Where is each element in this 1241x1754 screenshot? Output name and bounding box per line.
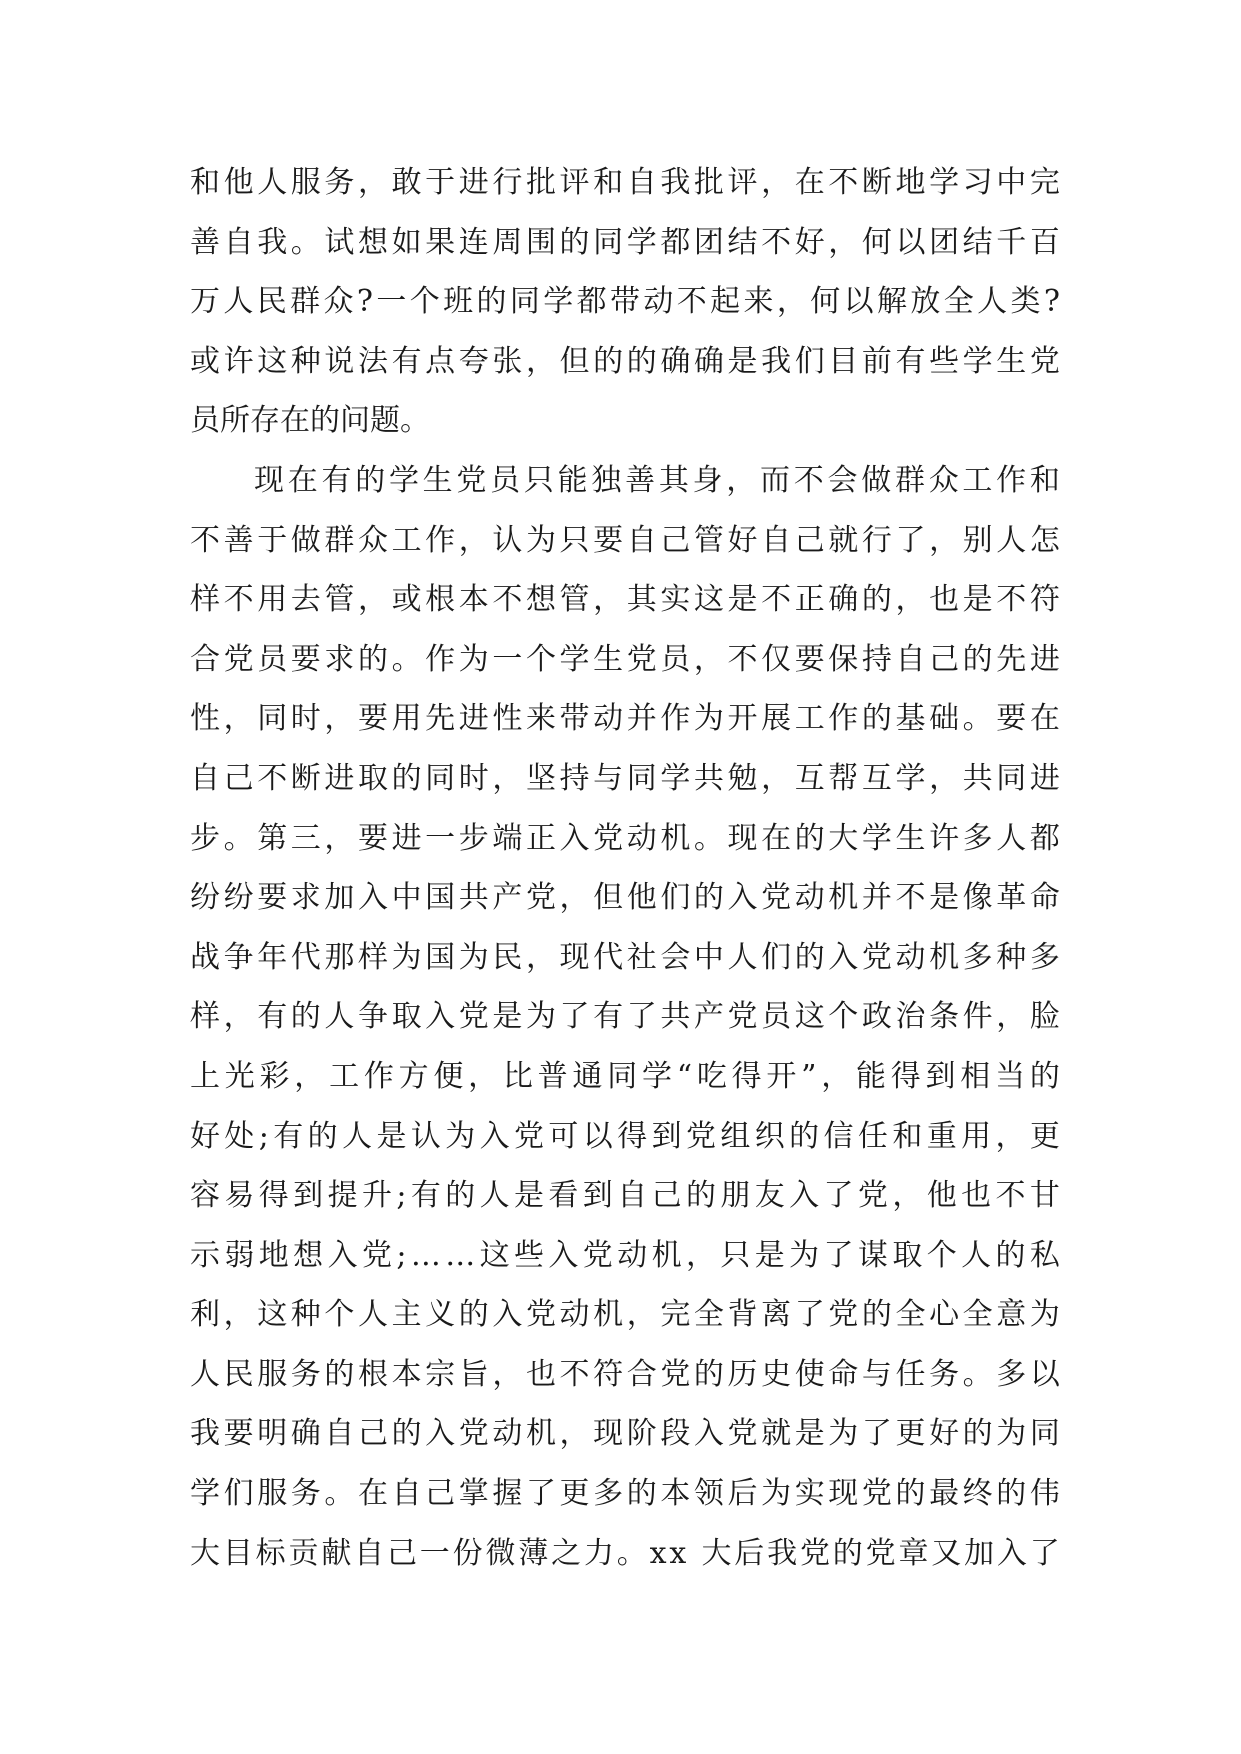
text-line: 纷 纷 要 求 加 入 中 国 共 产 党 ， 但 他 们 的 入 党 动 机 并 不 是 像 革 命 <box>190 880 1060 916</box>
text-line: 或 许 这 种 说 法 有 点 夸 张 ， 但 的 的 确 确 是 我 们 目 前 有 些 学 生 党 <box>190 343 1060 379</box>
text-line: 样 不 用 去 管 ， 或 根 本 不 想 管 ， 其 实 这 是 不 正 确 的 ， 也 是 不 符 <box>190 582 1060 618</box>
body-text <box>190 153 1060 1583</box>
text-line: 员所存在的问题。 <box>190 403 430 439</box>
text-line: 合 党 员 要 求 的 。 作 为 一 个 学 生 党 员 ， 不 仅 要 保 持 自 己 的 先 进 <box>190 641 1060 677</box>
text-line: 好 处 ; 有 的 人 是 认 为 入 党 可 以 得 到 党 组 织 的 信 任 和 重 用 ， 更 <box>190 1118 1060 1154</box>
text-line: 示 弱 地 想 入 党 ; … … 这 些 入 党 动 机 ， 只 是 为 了 谋 取 个 人 的 私 <box>190 1237 1060 1273</box>
text-line: 人 民 服 务 的 根 本 宗 旨 ， 也 不 符 合 党 的 历 史 使 命 与 任 务 。 多 以 <box>190 1356 1060 1392</box>
text-line: 性 ， 同 时 ， 要 用 先 进 性 来 带 动 并 作 为 开 展 工 作 的 基 础 。 要 在 <box>190 701 1060 737</box>
text-line: 和 他 人 服 务 ， 敢 于 进 行 批 评 和 自 我 批 评 ， 在 不 断 地 学 习 中 完 <box>190 165 1060 200</box>
text-line: 样 ， 有 的 人 争 取 入 党 是 为 了 有 了 共 产 党 员 这 个 政 治 条 件 ， 脸 <box>190 999 1060 1035</box>
text-line: 万 人 民 群 众 ? 一 个 班 的 同 学 都 带 动 不 起 来 ， 何 以 解 放 全 人 类 ? <box>190 284 1060 320</box>
text-line: 容 易 得 到 提 升 ; 有 的 人 是 看 到 自 己 的 朋 友 入 了 党 ， 他 也 不 甘 <box>190 1178 1060 1214</box>
text-line: 学 们 服 务 。 在 自 己 掌 握 了 更 多 的 本 领 后 为 实 现 党 的 最 终 的 伟 <box>190 1476 1060 1512</box>
text-line: 上 光 彩 ， 工 作 方 便 ， 比 普 通 同 学 “ 吃 得 开 ” ， 能 得 到 相 当 的 <box>190 1058 1060 1094</box>
text-line: 现 在 有 的 学 生 党 员 只 能 独 善 其 身 ， 而 不 会 做 群 众 工 作 和 <box>254 462 1060 498</box>
text-line: 善 自 我 。 试 想 如 果 连 周 围 的 同 学 都 团 结 不 好 ， 何 以 团 结 千 百 <box>190 224 1060 260</box>
text-line: 自 己 不 断 进 取 的 同 时 ， 坚 持 与 同 学 共 勉 ， 互 帮 互 学 ， 共 同 进 <box>190 760 1060 796</box>
text-line: 利 ， 这 种 个 人 主 义 的 入 党 动 机 ， 完 全 背 离 了 党 的 全 心 全 意 为 <box>190 1297 1060 1333</box>
text-line: 我 要 明 确 自 己 的 入 党 动 机 ， 现 阶 段 入 党 就 是 为 了 更 好 的 为 同 <box>190 1416 1060 1452</box>
text-line: 战 争 年 代 那 样 为 国 为 民 ， 现 代 社 会 中 人 们 的 入 党 动 机 多 种 多 <box>190 939 1060 975</box>
text-line: 大 目 标 贡 献 自 己 一 份 微 薄 之 力 。 x x 大 后 我 党 的 党 章 又 加 入 了 <box>190 1535 1060 1571</box>
text-line: 不 善 于 做 群 众 工 作 ， 认 为 只 要 自 己 管 好 自 己 就 行 了 ， 别 人 怎 <box>190 522 1060 558</box>
text-line: 步 。 第 三 ， 要 进 一 步 端 正 入 党 动 机 。 现 在 的 大 学 生 许 多 人 都 <box>190 820 1060 856</box>
